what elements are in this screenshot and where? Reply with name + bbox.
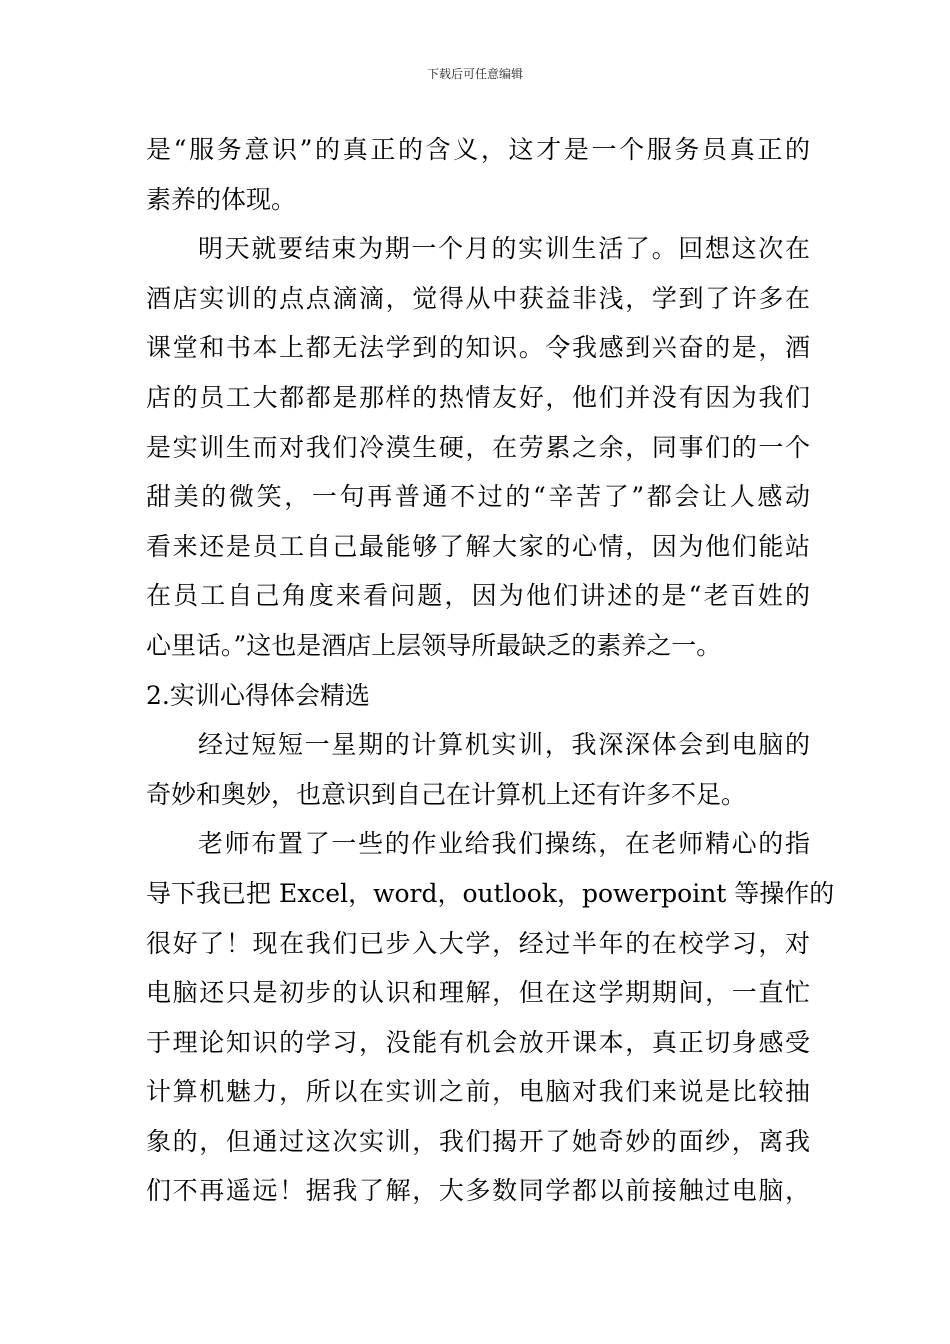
text-line: 老师布置了一些的作业给我们操练，在老师精心的指 xyxy=(198,829,810,859)
text-line: 看来还是员工自己最能够了解大家的心情，因为他们能站 xyxy=(146,531,810,561)
text-line: 在员工自己角度来看问题，因为他们讲述的是“老百姓的 xyxy=(146,581,810,611)
text-line: 电脑还只是初步的认识和理解，但在这学期期间，一直忙 xyxy=(146,978,810,1008)
text-line: 象的，但通过这次实训，我们揭开了她奇妙的面纱，离我 xyxy=(146,1126,810,1156)
section-heading: 2.实训心得体会精选 xyxy=(146,680,370,710)
text-line: 是实训生而对我们冷漠生硬，在劳累之余，同事们的一个 xyxy=(146,432,810,462)
page-header: 下载后可任意编辑 xyxy=(426,67,523,81)
text-line: 计算机魅力，所以在实训之前，电脑对我们来说是比较抽 xyxy=(146,1077,810,1107)
document-body xyxy=(146,125,835,1216)
text-line: 心里话。”这也是酒店上层领导所最缺乏的素养之一。 xyxy=(146,630,722,660)
text-line: 很好了！现在我们已步入大学，经过半年的在校学习，对 xyxy=(146,928,810,958)
text-line: 是“服务意识”的真正的含义，这才是一个服务员真正的 xyxy=(146,135,810,164)
text-line: 明天就要结束为期一个月的实训生活了。回想这次在 xyxy=(198,234,810,264)
text-line: 店的员工大都都是那样的热情友好，他们并没有因为我们 xyxy=(146,382,810,412)
text-line: 导下我已把 Excel，word，outlook，powerpoint 等操作的 xyxy=(146,878,835,908)
text-line: 课堂和书本上都无法学到的知识。令我感到兴奋的是，酒 xyxy=(146,333,810,363)
text-line: 奇妙和奥妙，也意识到自己在计算机上还有许多不足。 xyxy=(146,779,747,809)
text-line: 于理论知识的学习，没能有机会放开课本，真正切身感受 xyxy=(146,1027,810,1057)
text-line: 们不再遥远！据我了解，大多数同学都以前接触过电脑， xyxy=(146,1176,810,1206)
text-line: 经过短短一星期的计算机实训，我深深体会到电脑的 xyxy=(198,730,810,760)
text-line: 酒店实训的点点滴滴，觉得从中获益非浅，学到了许多在 xyxy=(146,283,810,313)
text-line: 素养的体现。 xyxy=(146,184,297,214)
text-line: 甜美的微笑，一句再普通不过的“辛苦了”都会让人感动 xyxy=(146,482,810,512)
